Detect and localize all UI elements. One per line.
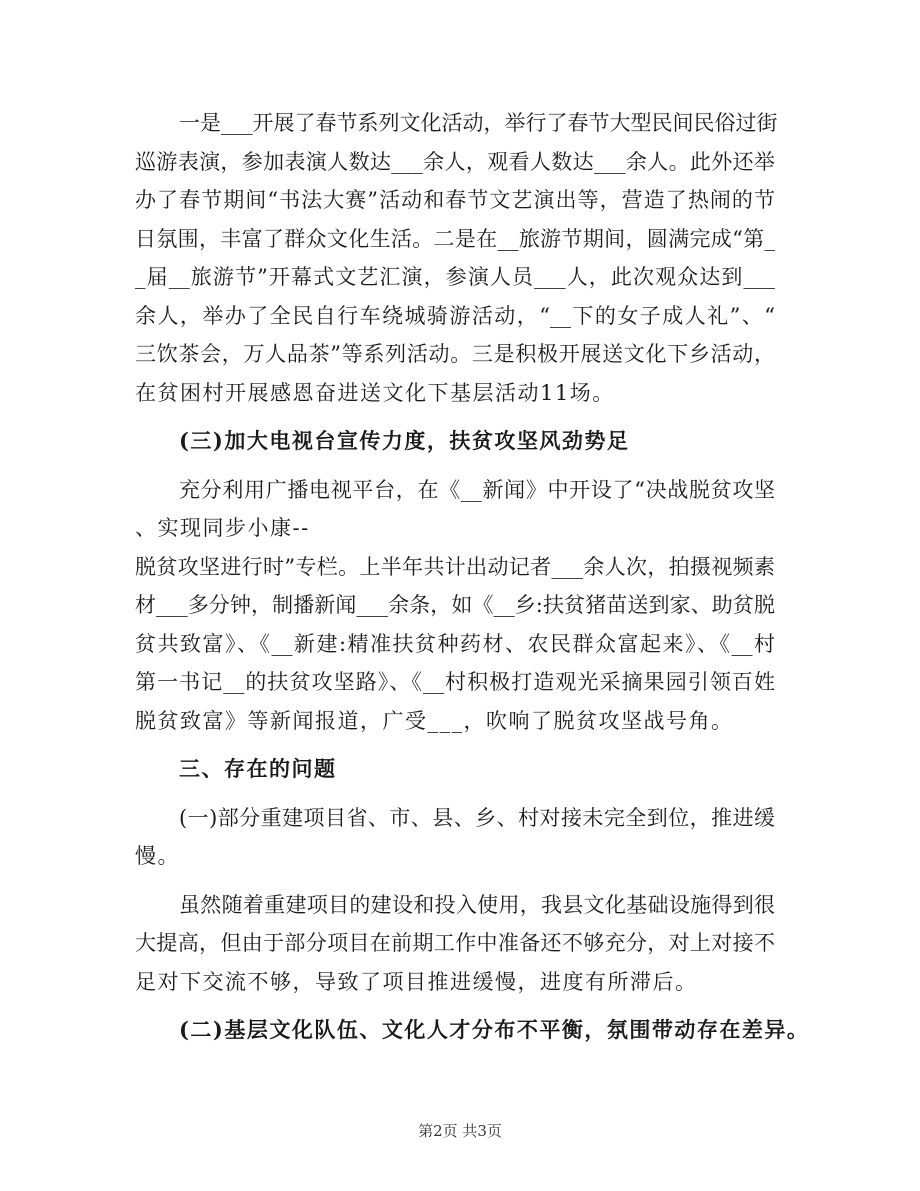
paragraph-line: 足对下交流不够，导致了项目推进缓慢，进度有所滞后。 xyxy=(135,969,698,994)
paragraph-line: 大提高，但由于部分项目在前期工作中准备还不够充分，对上对接不 xyxy=(135,931,775,955)
paragraph-line: 三饮茶会，万人品茶”等系列活动。三是积极开展送文化下乡活动， xyxy=(135,342,775,366)
paragraph-line: 、实现同步小康-- xyxy=(135,516,310,540)
section-heading: 三、存在的问题 xyxy=(179,756,337,781)
section-heading: (二)基层文化队伍、文化人才分布不平衡，氛围带动存在差异。 xyxy=(179,1017,810,1042)
paragraph-line: 慢。 xyxy=(135,844,180,868)
paragraph-line: 充分利用广播电视平台，在《__新闻》中开设了“决战脱贫攻坚 xyxy=(179,477,775,502)
paragraph-line: (一)部分重建项目省、市、县、乡、村对接未完全到位，推进缓 xyxy=(179,805,775,830)
paragraph-line: 办了春节期间“书法大赛”活动和春节文艺演出等，营造了热闹的节 xyxy=(135,188,775,212)
paragraph-line: 脱贫致富》等新闻报道，广受___，吹响了脱贫攻坚战号角。 xyxy=(135,708,734,733)
paragraph-line: 余人，举办了全民自行车绕城骑游活动，“__下的女子成人礼”、“ xyxy=(135,303,775,328)
paragraph-line: 一是___开展了春节系列文化活动，举行了春节大型民间民俗过街 xyxy=(179,111,778,135)
paragraph-line: 在贫困村开展感恩奋进送文化下基层活动11场。 xyxy=(135,380,615,405)
document-body xyxy=(135,104,810,1050)
paragraph-line: 脱贫攻坚进行时”专栏。上半年共计出动记者___余人次，拍摄视频素 xyxy=(135,554,775,579)
page-number-footer: 第2页 共3页 xyxy=(418,1122,502,1140)
paragraph-line: 日氛围，丰富了群众文化生活。二是在__旅游节期间，圆满完成“第_ xyxy=(135,226,775,251)
paragraph-line: _届__旅游节”开幕式文艺汇演，参演人员___人，此次观众达到___ xyxy=(135,265,775,289)
section-heading: (三)加大电视台宣传力度，扶贫攻坚风劲势足 xyxy=(179,428,630,453)
paragraph-line: 第一书记__的扶贫攻坚路》、《__村积极打造观光采摘果园引领百姓 xyxy=(135,670,775,694)
paragraph-line: 材___多分钟，制播新闻___余条，如《__乡:扶贫猪苗送到家、助贫脱 xyxy=(135,593,775,617)
paragraph-line: 巡游表演，参加表演人数达___余人，观看人数达___余人。此外还举 xyxy=(135,149,775,174)
paragraph-line: 虽然随着重建项目的建设和投入使用，我县文化基础设施得到很 xyxy=(179,892,775,917)
paragraph-line: 贫共致富》、《__新建:精准扶贫种药材、农民群众富起来》、《__村 xyxy=(135,631,775,656)
